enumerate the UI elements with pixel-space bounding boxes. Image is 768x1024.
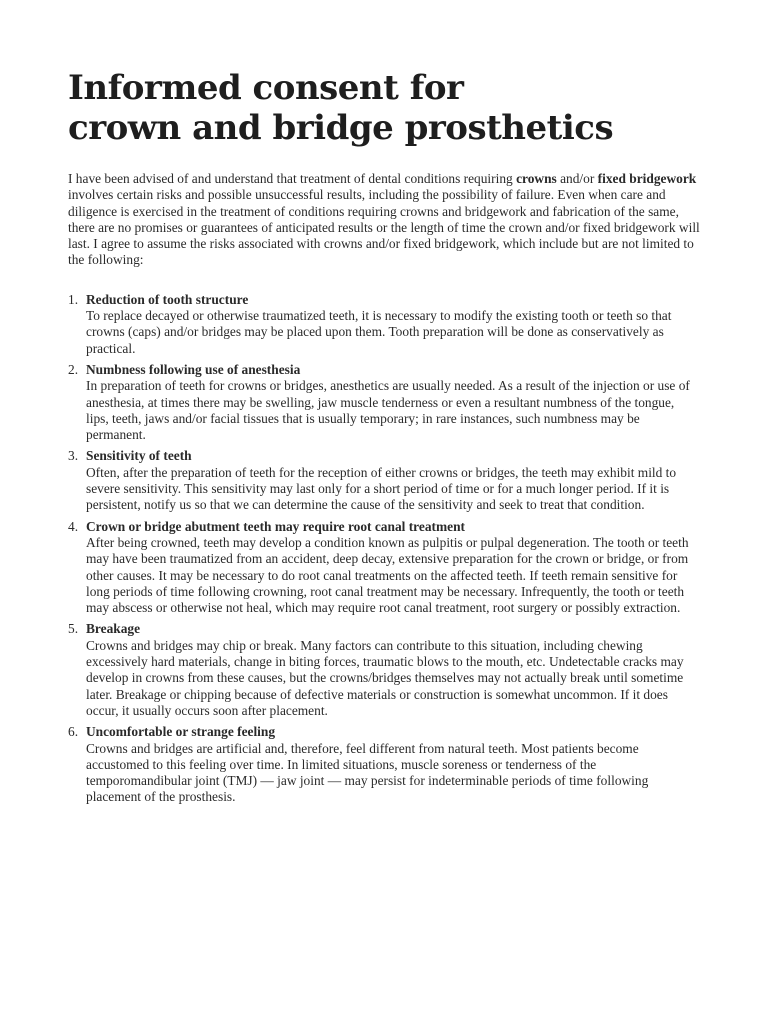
item-body: Crowns and bridges may chip or break. Many factors can contribute to this situation, including chewing excessively hard materials, change in biting forces, traumatic blows to the mouth, etc. Undetectable cracks may develop in crowns from these causes, but the crowns/bridges themselves may not actually break until sometime later. Breakage or chipping because of defective materials or construction is somewhat uncommon. If it does occur, it usually occurs soon after placement.	[86, 637, 684, 718]
item-body: In preparation of teeth for crowns or bridges, anesthetics are usually needed. As a result of the injection or use of anesthesia, at times there may be swelling, jaw muscle tenderness or even a resultant numbness of the tongue, lips, teeth, jaws and/or facial tissues that is usually temporary; in rare instances, such numbness may be permanent.	[86, 378, 690, 443]
intro-bold-crowns: crowns	[516, 171, 557, 186]
item-number: 3.	[68, 448, 79, 464]
list-item	[68, 292, 700, 357]
item-body: To replace decayed or otherwise traumatized teeth, it is necessary to modify the existing tooth or teeth so that crowns (caps) and/or bridges may be placed upon them. Tooth preparation will be done as conservatively as practical.	[86, 308, 672, 356]
list-item	[68, 621, 700, 719]
item-number: 6.	[68, 724, 79, 740]
item-number: 1.	[68, 291, 79, 307]
list-item	[68, 448, 700, 513]
consent-document	[68, 68, 700, 822]
item-number: 4.	[68, 518, 79, 534]
item-title: Crown or bridge abutment teeth may require root canal treatment	[86, 518, 465, 534]
item-number: 2.	[68, 361, 79, 377]
item-title: Sensitivity of teeth	[86, 448, 192, 464]
page-title	[68, 68, 700, 148]
item-title: Reduction of tooth structure	[86, 291, 249, 307]
intro-text-2: and/or	[556, 171, 598, 186]
item-title: Breakage	[86, 621, 141, 637]
item-title: Uncomfortable or strange feeling	[86, 724, 276, 740]
intro-paragraph	[68, 171, 700, 269]
item-body: After being crowned, teeth may develop a condition known as pulpitis or pulpal degeneration. The tooth or teeth may have been traumatized from an accident, deep decay, extensive preparation for the crown or bridge, or from other causes. It may be necessary to do root canal treatments on the affected teeth. If teeth remain sensitive for long periods of time following crowning, root canal treatment may be necessary. Infrequently, the tooth or teeth may abscess or otherwise not heal, which may require root canal treatment, root surgery or possibly extraction.	[86, 534, 689, 616]
intro-text-3: involves certain risks and possible unsuccessful results, including the possibility of failure. Even when care and diligence is exercised in the treatment of conditions requiring crowns and bridgework and fabrication of the same, there are no promises or guarantees of anticipated results or the length of time the crown and/or fixed bridgework will last. I agree to assume the risks associated with crowns and/or fixed bridgework, which include but are not limited to the following:	[68, 187, 700, 268]
risk-list	[68, 292, 700, 806]
list-item	[68, 362, 700, 443]
item-body: Often, after the preparation of teeth for the reception of either crowns or bridges, the teeth may exhibit mild to severe sensitivity. This sensitivity may last only for a short period of time or for a much longer period. If it is persistent, notify us so that we can determine the cause of the sensitivity and seek to treat that condition.	[86, 464, 677, 513]
intro-text-1: I have been advised of and understand that treatment of dental conditions requiring	[68, 171, 517, 186]
title-line-2: crown and bridge prosthetics	[68, 108, 614, 148]
list-item	[68, 519, 700, 617]
item-number: 5.	[68, 621, 79, 637]
item-title: Numbness following use of anesthesia	[86, 361, 301, 377]
item-body: Crowns and bridges are artificial and, therefore, feel different from natural teeth. Most patients become accustomed to this feeling over time. In limited situations, muscle soreness or tenderness of the temporomandibular joint (TMJ) — jaw joint — may persist for indeterminable periods of time following placement of the prosthesis.	[86, 740, 649, 805]
intro-bold-fixed-bridgework: fixed bridgework	[597, 171, 697, 186]
title-line-1: Informed consent for	[68, 68, 464, 108]
list-item	[68, 724, 700, 805]
